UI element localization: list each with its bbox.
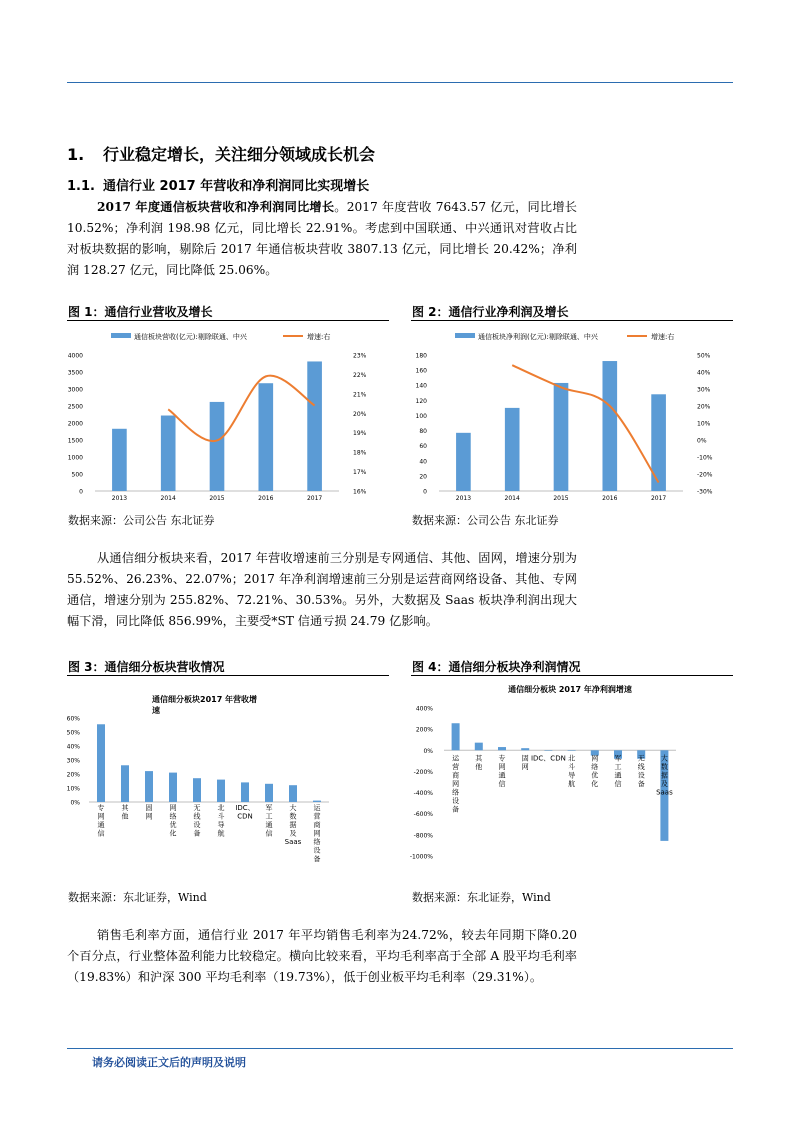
legend-line-label: 增速:右 bbox=[307, 333, 331, 341]
bar bbox=[145, 771, 153, 802]
x-tick-label: 2013 bbox=[111, 495, 128, 502]
figure-2-source: 数据来源：公司公告 东北证券 bbox=[412, 514, 559, 527]
category-label: 其 bbox=[475, 754, 483, 763]
category-label: 运 bbox=[452, 754, 460, 763]
category-label: 北 bbox=[217, 804, 225, 812]
figure-1-title: 图 1：通信行业营收及增长 bbox=[68, 305, 213, 319]
bar bbox=[258, 383, 273, 491]
y2-tick-label: 20% bbox=[353, 410, 367, 418]
category-label: 专 bbox=[498, 754, 506, 763]
y-tick-label: 3000 bbox=[67, 386, 83, 394]
x-tick-label: 2013 bbox=[455, 495, 472, 502]
category-label: 导 bbox=[217, 821, 225, 829]
bar bbox=[544, 750, 552, 751]
figure-2-title: 图 2：通信行业净利润及增长 bbox=[412, 305, 569, 319]
y2-tick-label: -20% bbox=[697, 471, 713, 479]
legend-line-label: 增速:右 bbox=[651, 333, 675, 341]
category-label: 网 bbox=[591, 754, 599, 763]
category-label: 网 bbox=[521, 762, 529, 771]
y-tick-label: 120 bbox=[415, 397, 427, 405]
y-tick-label: 40% bbox=[67, 743, 80, 751]
figure-3-rule bbox=[67, 675, 389, 676]
category-label: IDC、 bbox=[235, 804, 255, 812]
y-tick-label: 4000 bbox=[67, 352, 83, 360]
category-label: 线 bbox=[193, 812, 201, 821]
legend-bar-label: 通信板块净利润(亿元):剔除联通、中兴 bbox=[478, 333, 598, 341]
bar bbox=[307, 361, 322, 491]
y2-tick-label: 10% bbox=[697, 420, 711, 428]
category-label: 络 bbox=[452, 788, 460, 797]
y-tick-label: 1000 bbox=[67, 454, 83, 462]
category-label: 斗 bbox=[568, 762, 576, 771]
category-label: 备 bbox=[313, 855, 321, 863]
x-tick-label: 2016 bbox=[258, 495, 274, 502]
bar bbox=[97, 724, 105, 802]
category-label: 备 bbox=[452, 805, 460, 814]
category-label: 营 bbox=[313, 812, 321, 821]
bar bbox=[651, 394, 666, 491]
figure-2-rule bbox=[411, 320, 733, 321]
category-label: 其 bbox=[121, 804, 129, 812]
paragraph-2: 从通信细分板块来看，2017 年营收增速前三分别是专网通信、其他、固网，增速分别为 55.52%、26.23%、22.07%；2017 年净利润增速前三分别是运营商网络设备、其他、专网通信，增速分别为 255.82%、72.21%、30.53%。另外，大数据及 Saas 板块净利润出现大幅下滑，同比降低 856.99%，主要受*ST 信通亏损 24.79 亿影响。 bbox=[67, 551, 577, 628]
category-label: 设 bbox=[452, 796, 460, 805]
category-label: 络 bbox=[591, 762, 599, 771]
legend-bar-swatch bbox=[111, 333, 131, 338]
category-label: 数 bbox=[289, 812, 297, 821]
y2-tick-label: 22% bbox=[353, 371, 367, 379]
category-label: 固 bbox=[145, 804, 153, 812]
x-tick-label: 2014 bbox=[160, 495, 176, 502]
category-label: 数 bbox=[660, 762, 668, 771]
header-rule bbox=[67, 82, 733, 83]
category-label: 网 bbox=[498, 762, 506, 771]
figure-4-chart bbox=[408, 678, 733, 884]
y2-tick-label: 21% bbox=[353, 391, 367, 399]
category-label: 通 bbox=[97, 821, 105, 829]
y-tick-label: 40 bbox=[419, 458, 427, 466]
y-tick-label: 80 bbox=[419, 428, 427, 436]
category-label: 固 bbox=[521, 754, 529, 763]
y-tick-label: 10% bbox=[67, 785, 80, 793]
category-label: 通 bbox=[498, 771, 506, 780]
bar bbox=[313, 801, 321, 802]
category-label: 优 bbox=[591, 771, 599, 780]
category-label: 大 bbox=[660, 754, 668, 763]
y2-tick-label: 17% bbox=[353, 469, 367, 477]
legend-bar-label: 通信板块营收(亿元):剔除联通、中兴 bbox=[134, 333, 247, 341]
bar bbox=[210, 402, 225, 491]
bar bbox=[498, 747, 506, 750]
category-label: 通 bbox=[265, 821, 273, 829]
y-tick-label: 180 bbox=[415, 352, 427, 360]
y-tick-label: 160 bbox=[415, 367, 427, 375]
footer-disclaimer: 请务必阅读正文后的声明及说明 bbox=[92, 1056, 246, 1069]
y-tick-label: 2500 bbox=[67, 403, 83, 411]
bar bbox=[505, 408, 520, 491]
bar bbox=[217, 780, 225, 802]
y2-tick-label: 18% bbox=[353, 449, 367, 457]
category-label: 优 bbox=[169, 821, 177, 829]
bar bbox=[602, 361, 617, 491]
category-label: 工 bbox=[614, 762, 622, 771]
category-label: 备 bbox=[193, 829, 201, 838]
bar bbox=[112, 429, 127, 491]
bar bbox=[169, 773, 177, 802]
chart-title: 速 bbox=[152, 706, 160, 715]
y-tick-label: 30% bbox=[67, 757, 80, 765]
category-label: 营 bbox=[452, 762, 460, 771]
figure-1-source: 数据来源：公司公告 东北证券 bbox=[68, 514, 215, 527]
figure-1-rule bbox=[67, 320, 389, 321]
category-label: IDC、CDN bbox=[530, 754, 566, 763]
bar bbox=[161, 416, 176, 491]
section-heading: 1. 行业稳定增长，关注细分领域成长机会 bbox=[67, 145, 376, 164]
bar bbox=[452, 723, 460, 750]
bar bbox=[121, 765, 129, 802]
category-label: 网 bbox=[97, 812, 105, 821]
y-tick-label: 200% bbox=[415, 726, 433, 734]
y-tick-label: -200% bbox=[413, 768, 433, 776]
y2-tick-label: 23% bbox=[353, 352, 367, 360]
y2-tick-label: -30% bbox=[697, 488, 713, 496]
paragraph-1: 2017 年度通信板块营收和净利润同比增长。2017 年度营收 7643.57 亿元，同比增长 10.52%；净利润 198.98 亿元，同比增长 22.91%。考虑到中国联通、中兴通讯对营收占比对板块数据的影响，剔除后 2017 年通信板块营收 3807.13 亿元，同比增长 20.42%；净利润 128.27 亿元，同比降低 25.06%。 bbox=[67, 200, 577, 277]
category-label: 商 bbox=[313, 821, 321, 829]
category-label: 网 bbox=[169, 804, 177, 812]
y-tick-label: 60% bbox=[67, 715, 80, 723]
category-label: CDN bbox=[237, 812, 253, 821]
category-label: 络 bbox=[169, 812, 177, 821]
category-label: 通 bbox=[614, 771, 622, 780]
category-label: 备 bbox=[637, 779, 645, 788]
growth-line bbox=[168, 376, 314, 442]
y2-tick-label: 30% bbox=[697, 386, 711, 394]
y-tick-label: 2000 bbox=[67, 420, 83, 428]
y-tick-label: 400% bbox=[415, 705, 433, 713]
y-tick-label: 60 bbox=[419, 443, 427, 451]
category-label: Saas bbox=[656, 788, 673, 797]
category-label: 他 bbox=[121, 812, 129, 821]
y-tick-label: 20 bbox=[419, 473, 427, 481]
category-label: 北 bbox=[568, 754, 576, 763]
category-label: 导 bbox=[568, 771, 576, 780]
category-label: 化 bbox=[591, 779, 599, 788]
figure-4-rule bbox=[411, 675, 733, 676]
category-label: 及 bbox=[289, 829, 297, 838]
category-label: 据 bbox=[289, 821, 297, 829]
legend-bar-swatch bbox=[455, 333, 475, 338]
y-tick-label: 0% bbox=[423, 747, 433, 755]
subsection-heading: 1.1. 通信行业 2017 年营收和净利润同比实现增长 bbox=[67, 179, 370, 194]
category-label: 他 bbox=[475, 762, 483, 771]
y-tick-label: -800% bbox=[413, 832, 433, 840]
bar bbox=[193, 778, 201, 802]
category-label: 大 bbox=[289, 804, 297, 812]
y-tick-label: 500 bbox=[71, 471, 83, 479]
x-tick-label: 2017 bbox=[650, 495, 667, 502]
bar bbox=[554, 383, 569, 491]
footer-rule bbox=[67, 1048, 733, 1049]
y-tick-label: 100 bbox=[415, 412, 427, 420]
x-tick-label: 2015 bbox=[553, 495, 569, 502]
y-tick-label: 1500 bbox=[67, 437, 83, 445]
x-tick-label: 2016 bbox=[602, 495, 618, 502]
x-tick-label: 2014 bbox=[504, 495, 520, 502]
growth-line bbox=[512, 365, 658, 482]
category-label: 工 bbox=[265, 812, 273, 821]
figure-4-title: 图 4：通信细分板块净利润情况 bbox=[412, 660, 581, 674]
bar bbox=[568, 750, 576, 751]
figure-2-chart bbox=[411, 323, 733, 507]
y-tick-label: -1000% bbox=[409, 853, 433, 861]
y2-tick-label: -10% bbox=[697, 454, 713, 462]
y2-tick-label: 40% bbox=[697, 369, 711, 377]
chart-title: 通信细分板块 2017 年净利润增速 bbox=[508, 685, 632, 694]
y-tick-label: 140 bbox=[415, 382, 427, 390]
category-label: 航 bbox=[568, 779, 576, 788]
category-label: 网 bbox=[145, 812, 153, 821]
category-label: 络 bbox=[313, 838, 321, 846]
category-label: 设 bbox=[313, 846, 321, 855]
category-label: 商 bbox=[452, 771, 460, 780]
category-label: 及 bbox=[660, 779, 668, 788]
category-label: 信 bbox=[498, 779, 506, 788]
category-label: 信 bbox=[614, 779, 622, 788]
bar bbox=[241, 782, 249, 802]
y-tick-label: 0 bbox=[423, 488, 427, 496]
category-label: 网 bbox=[452, 779, 460, 788]
category-label: 军 bbox=[614, 754, 622, 763]
category-label: 信 bbox=[265, 829, 273, 838]
category-label: 据 bbox=[660, 771, 668, 780]
category-label: Saas bbox=[284, 838, 302, 846]
y2-tick-label: 20% bbox=[697, 403, 711, 411]
category-label: 航 bbox=[217, 829, 225, 838]
category-label: 军 bbox=[265, 804, 273, 812]
category-label: 运 bbox=[313, 804, 321, 812]
category-label: 斗 bbox=[217, 812, 225, 821]
bar bbox=[265, 784, 273, 802]
bar bbox=[456, 433, 471, 491]
category-label: 网 bbox=[313, 829, 321, 838]
category-label: 专 bbox=[97, 804, 105, 812]
y2-tick-label: 0% bbox=[697, 437, 707, 445]
category-label: 化 bbox=[169, 829, 177, 838]
category-label: 设 bbox=[193, 821, 201, 829]
y-tick-label: 20% bbox=[67, 771, 80, 779]
category-label: 线 bbox=[637, 762, 645, 771]
figure-3-chart bbox=[67, 678, 389, 884]
y-tick-label: 3500 bbox=[67, 369, 83, 377]
y-tick-label: 0 bbox=[79, 488, 83, 496]
bar bbox=[289, 785, 297, 802]
chart-title: 通信细分板块2017 年营收增 bbox=[152, 695, 258, 704]
category-label: 无 bbox=[637, 754, 645, 763]
figure-4-source: 数据来源：东北证券，Wind bbox=[412, 891, 551, 904]
x-tick-label: 2017 bbox=[306, 495, 323, 502]
y2-tick-label: 19% bbox=[353, 430, 367, 438]
bar bbox=[521, 748, 529, 750]
y-tick-label: -400% bbox=[413, 790, 433, 798]
y-tick-label: 0% bbox=[70, 799, 80, 807]
category-label: 信 bbox=[97, 829, 105, 838]
y2-tick-label: 16% bbox=[353, 488, 367, 496]
x-tick-label: 2015 bbox=[209, 495, 225, 502]
y-tick-label: 50% bbox=[67, 729, 80, 737]
y2-tick-label: 50% bbox=[697, 352, 711, 360]
category-label: 设 bbox=[637, 771, 645, 780]
category-label: 无 bbox=[193, 804, 201, 812]
figure-1-chart bbox=[67, 323, 389, 507]
figure-3-source: 数据来源：东北证券，Wind bbox=[68, 891, 207, 904]
bar bbox=[475, 743, 483, 751]
paragraph-3: 销售毛利率方面，通信行业 2017 年平均销售毛利率为24.72%，较去年同期下降0.20 个百分点，行业整体盈利能力比较稳定。横向比较来看，平均毛利率高于全部 A 股平均毛利率（19.83%）和沪深 300 平均毛利率（19.73%），低于创业板平均毛利率（29.31%）。 bbox=[67, 928, 577, 984]
figure-3-title: 图 3：通信细分板块营收情况 bbox=[68, 660, 225, 674]
y-tick-label: -600% bbox=[413, 811, 433, 819]
